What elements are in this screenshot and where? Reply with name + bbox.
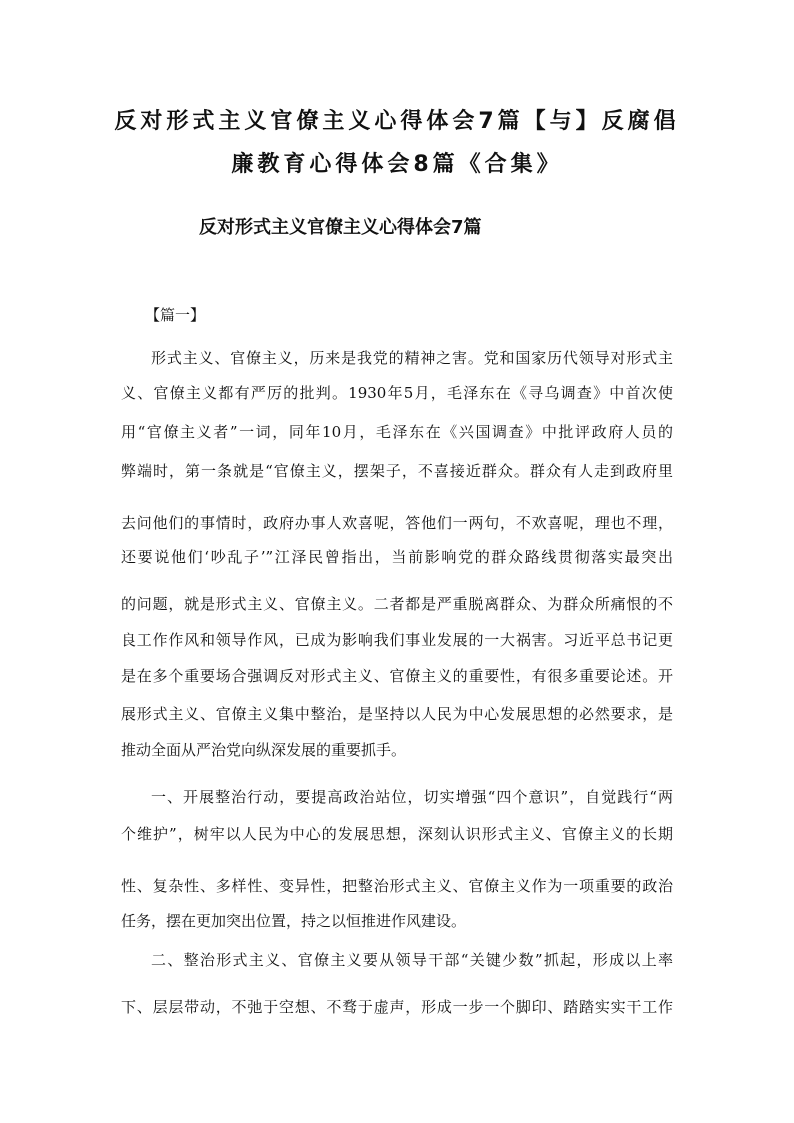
- body-line: 个维护”，树牢以人民为中心的发展思想，深刻认识形式主义、官僚主义的长期: [121, 825, 673, 843]
- body-line: 下、层层带动，不弛于空想、不骛于虚声，形成一步一个脚印、踏踏实实干工作: [121, 998, 673, 1016]
- body-line: 是在多个重要场合强调反对形式主义、官僚主义的重要性，有很多重要论述。开: [121, 667, 673, 685]
- body-line: 性、复杂性、多样性、变异性，把整治形式主义、官僚主义作为一项重要的政治: [121, 877, 673, 895]
- body-line: 二、整治形式主义、官僚主义要从领导干部“关键少数”抓起，形成以上率: [151, 951, 673, 969]
- document-title-line-1: 反对形式主义官僚主义心得体会7篇【与】反腐倡: [114, 109, 680, 134]
- body-line: 弊端时，第一条就是“官僚主义，摆架子，不喜接近群众。群众有人走到政府里: [121, 462, 673, 480]
- body-line: 一、开展整治行动，要提高政治站位，切实增强“四个意识”，自觉践行“两: [151, 788, 673, 806]
- body-line: 展形式主义、官僚主义集中整治，是坚持以人民为中心发展思想的必然要求，是: [121, 705, 673, 723]
- body-line: 用“官僚主义者”一词，同年10月，毛泽东在《兴国调查》中批评政府人员的: [121, 423, 673, 441]
- body-line: 良工作作风和领导作风，已成为影响我们事业发展的一大祸害。习近平总书记更: [121, 631, 673, 649]
- part-label: 【篇一】: [145, 306, 206, 324]
- body-line: 任务，摆在更加突出位置，持之以恒推进作风建设。: [121, 912, 467, 930]
- body-line: 去问他们的事情时，政府办事人欢喜呢，答他们一两句，不欢喜呢，理也不理，: [121, 514, 673, 532]
- body-line: 推动全面从严治党向纵深发展的重要抓手。: [121, 741, 407, 759]
- document-title-line-2: 廉教育心得体会8篇《合集》: [231, 152, 563, 177]
- body-line: 还要说他们‘吵乱子’”江泽民曾指出，当前影响党的群众路线贯彻落实最突出: [121, 548, 673, 566]
- body-line: 形式主义、官僚主义，历来是我党的精神之害。党和国家历代领导对形式主: [151, 349, 673, 367]
- body-line: 义、官僚主义都有严厉的批判。1930年5月，毛泽东在《寻乌调查》中首次使: [121, 384, 673, 402]
- body-line: 的问题，就是形式主义、官僚主义。二者都是严重脱离群众、为群众所痛恨的不: [121, 595, 673, 613]
- section-heading: 反对形式主义官僚主义心得体会7篇: [199, 217, 482, 238]
